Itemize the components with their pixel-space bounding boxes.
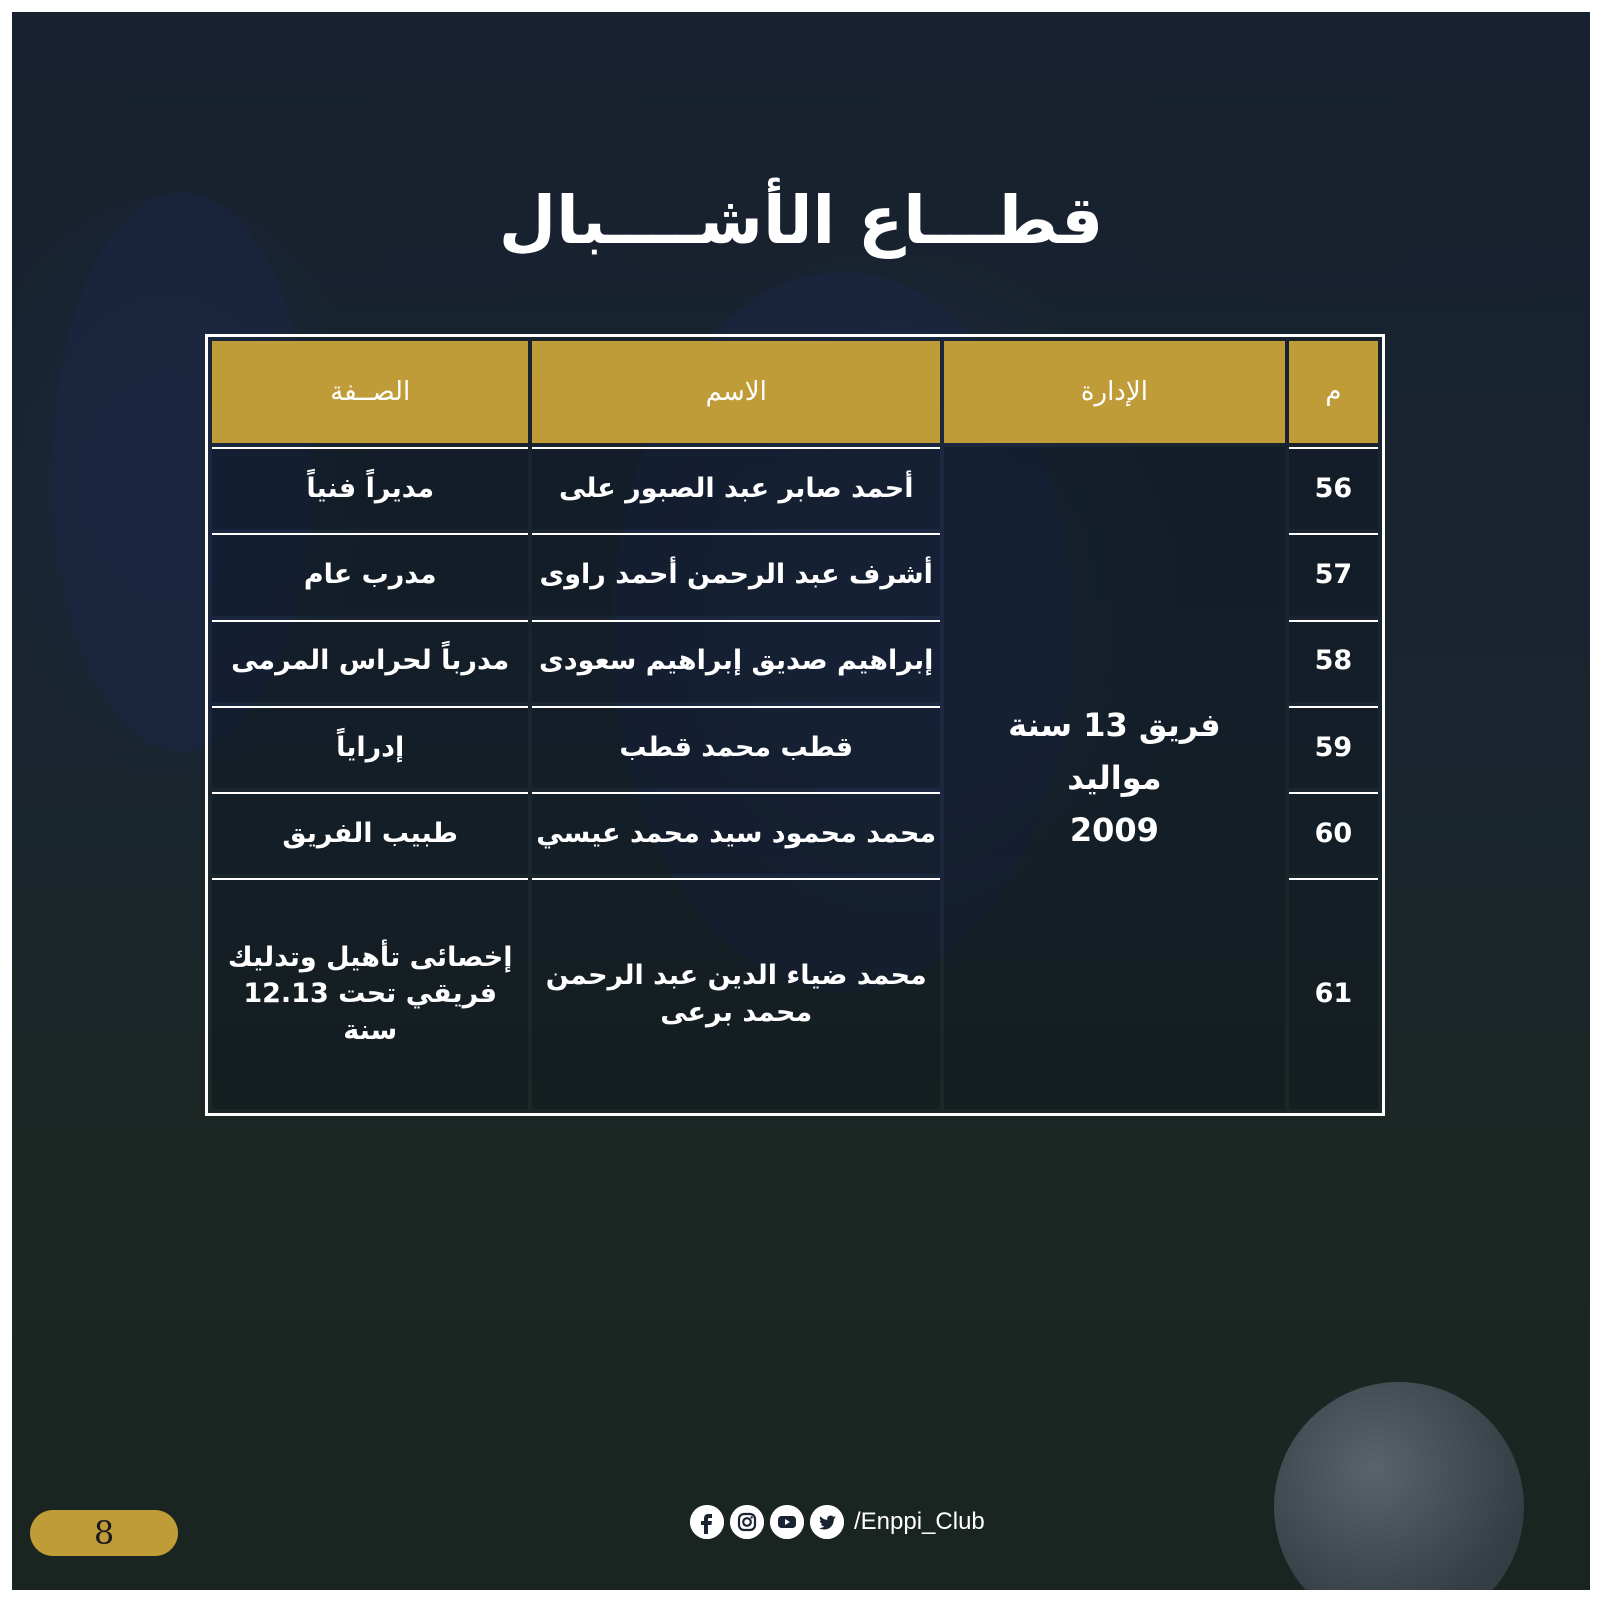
row-role: مدرب عام [212, 533, 528, 615]
row-role [212, 878, 528, 1109]
social-links [690, 1502, 985, 1542]
dept-line-1: فريق 13 سنة [1008, 705, 1221, 744]
row-name: إبراهيم صديق إبراهيم سعودى [532, 620, 940, 702]
instagram-icon[interactable] [730, 1505, 764, 1539]
row-num: 58 [1289, 620, 1378, 702]
row-name: أشرف عبد الرحمن أحمد راوى [532, 533, 940, 615]
row-name: أحمد صابر عبد الصبور على [532, 447, 940, 529]
row-role-line-1: إخصائى تأهيل وتدليك [227, 942, 513, 974]
table-row [212, 447, 1378, 529]
dept-line-3: 2009 [1069, 811, 1159, 850]
header-role: الصــفة [212, 341, 528, 443]
row-num: 60 [1289, 792, 1378, 874]
dept-line-2: مواليد [1067, 758, 1162, 797]
social-handle[interactable]: /Enppi_Club [854, 1508, 985, 1535]
football-image [1274, 1382, 1524, 1590]
row-num: 56 [1289, 447, 1378, 529]
header-name: الاسم [532, 341, 940, 443]
row-role: مدرباً لحراس المرمى [212, 620, 528, 702]
youtube-icon[interactable] [770, 1505, 804, 1539]
row-role: إدراياً [212, 706, 528, 788]
row-name: قطب محمد قطب [532, 706, 940, 788]
row-num: 59 [1289, 706, 1378, 788]
table-header-row [212, 341, 1378, 443]
row-num: 61 [1289, 878, 1378, 1109]
header-num: م [1289, 341, 1378, 443]
row-num: 57 [1289, 533, 1378, 615]
row-name: محمد محمود سيد محمد عيسي [532, 792, 940, 874]
dept-group-cell [944, 447, 1285, 1109]
row-role: طبيب الفريق [212, 792, 528, 874]
header-dept: الإدارة [944, 341, 1285, 443]
row-name-line-1: محمد ضياء الدين عبد الرحمن [545, 960, 927, 992]
twitter-icon[interactable] [810, 1505, 844, 1539]
row-name [532, 878, 940, 1109]
page-background [12, 12, 1590, 1590]
facebook-icon[interactable] [690, 1505, 724, 1539]
page-title: قطـــاع الأشــــبال [498, 182, 1104, 259]
row-role-line-2: فريقي تحت 12.13 سنة [243, 978, 498, 1046]
row-role: مديراً فنياً [212, 447, 528, 529]
page-number-badge: 8 [30, 1510, 178, 1556]
row-name-line-2: محمد برعى [660, 996, 813, 1028]
staff-table [205, 334, 1385, 1116]
